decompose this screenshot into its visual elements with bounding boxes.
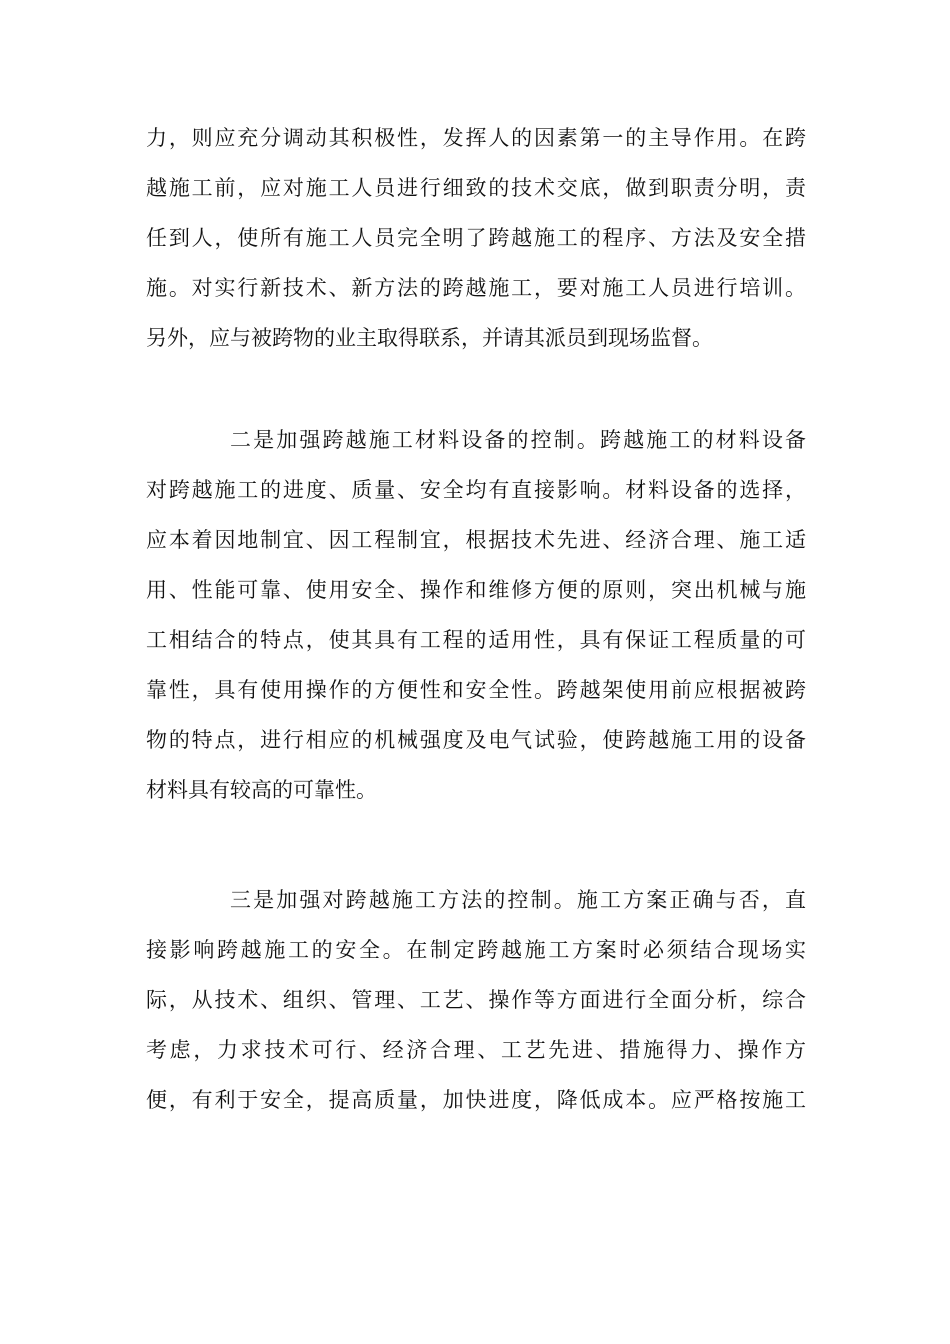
text-line: 应本着因地制宜、因工程制宜，根据技术先进、经济合理、施工适	[146, 528, 806, 552]
text-line: 际，从技术、组织、管理、工艺、操作等方面进行全面分析，综合	[146, 988, 806, 1012]
text-line: 工相结合的特点，使其具有工程的适用性，具有保证工程质量的可	[146, 628, 806, 652]
text-line: 物的特点，进行相应的机械强度及电气试验，使跨越施工用的设备	[146, 728, 806, 752]
paragraph-method-control	[146, 875, 806, 1125]
text-line: 对跨越施工的进度、质量、安全均有直接影响。材料设备的选择，	[146, 478, 806, 502]
text-line: 任到人，使所有施工人员完全明了跨越施工的程序、方法及安全措	[146, 226, 806, 250]
paragraph-material-equipment-control	[146, 415, 806, 815]
text-line: 另外，应与被跨物的业主取得联系，并请其派员到现场监督。	[146, 326, 713, 350]
text-line: 便，有利于安全，提高质量，加快进度，降低成本。应严格按施工	[146, 1088, 806, 1112]
text-line: 靠性，具有使用操作的方便性和安全性。跨越架使用前应根据被跨	[146, 678, 806, 702]
text-line: 接影响跨越施工的安全。在制定跨越施工方案时必须结合现场实	[146, 938, 806, 962]
text-line: 材料具有较高的可靠性。	[146, 778, 377, 802]
text-line: 越施工前，应对施工人员进行细致的技术交底，做到职责分明，责	[146, 176, 806, 200]
text-line: 三是加强对跨越施工方法的控制。施工方案正确与否，直	[230, 888, 806, 912]
text-line: 二是加强跨越施工材料设备的控制。跨越施工的材料设备	[230, 428, 806, 452]
paragraph-personnel-control	[146, 113, 806, 363]
text-line: 施。对实行新技术、新方法的跨越施工，要对施工人员进行培训。	[146, 276, 806, 300]
text-line: 用、性能可靠、使用安全、操作和维修方便的原则，突出机械与施	[146, 578, 806, 602]
text-line: 考虑，力求技术可行、经济合理、工艺先进、措施得力、操作方	[146, 1038, 806, 1062]
text-line: 力，则应充分调动其积极性，发挥人的因素第一的主导作用。在跨	[146, 126, 806, 150]
